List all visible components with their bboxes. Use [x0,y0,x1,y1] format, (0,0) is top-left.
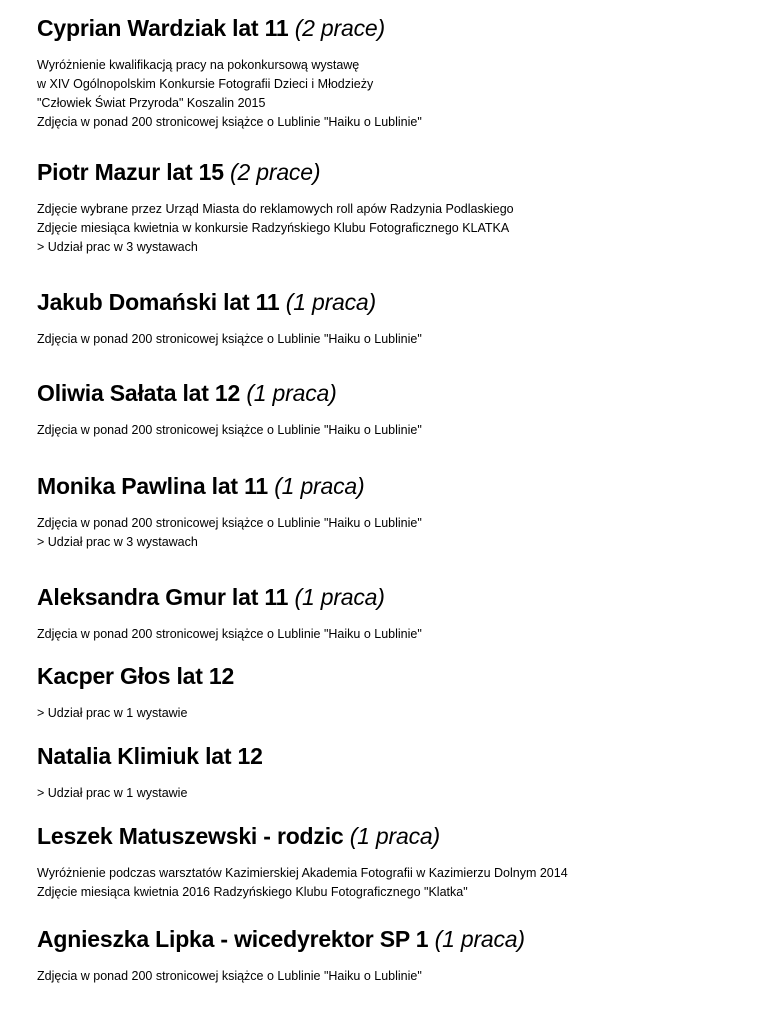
entry-notes [37,864,748,902]
entry-notes [37,200,748,257]
entry-title [37,379,748,407]
entry-title [37,14,748,42]
entry-title [37,742,748,770]
entry-note: Zdjęcia w ponad 200 stronicowej książce o Lublinie "Haiku o Lublinie" [37,627,422,641]
entry-name: Agnieszka Lipka - wicedyrektor SP 1 [37,926,429,952]
entry-notes [37,704,748,723]
entry-aleksandra-gmur [37,583,748,644]
entry-note: Zdjęcia w ponad 200 stronicowej książce o Lublinie "Haiku o Lublinie" [37,516,422,530]
entry-name: Kacper Głos lat 12 [37,663,235,689]
entry-note: w XIV Ogólnopolskim Konkursie Fotografii Dzieci i Młodzieży [37,77,374,91]
entry-note: > Udział prac w 1 wystawie [37,706,188,720]
entry-title [37,158,748,186]
entry-note: Zdjęcie miesiąca kwietnia w konkursie Radzyńskiego Klubu Fotograficznego KLATKA [37,221,510,235]
entry-jakub-domanski [37,288,748,349]
entry-note: Zdjęcie wybrane przez Urząd Miasta do reklamowych roll apów Radzynia Podlaskiego [37,202,514,216]
entry-piotr-mazur [37,158,748,257]
entry-monika-pawlina [37,472,748,552]
entry-note: > Udział prac w 1 wystawie [37,786,188,800]
entry-note: > Udział prac w 3 wystawach [37,535,198,549]
entry-title [37,822,748,850]
entry-note: Zdjęcia w ponad 200 stronicowej książce o Lublinie "Haiku o Lublinie" [37,332,422,346]
entry-notes [37,967,748,986]
entry-name: Oliwia Sałata lat 12 [37,380,241,406]
entry-cyprian-wardziak [37,14,748,132]
entry-title [37,925,748,953]
entry-note: Zdjęcie miesiąca kwietnia 2016 Radzyńskiego Klubu Fotograficznego "Klatka" [37,885,468,899]
entry-title [37,472,748,500]
entry-notes [37,330,748,349]
entry-count: (1 praca) [294,584,385,610]
entry-natalia-klimiuk [37,742,748,803]
entry-name: Aleksandra Gmur lat 11 [37,584,289,610]
entry-note: Zdjęcia w ponad 200 stronicowej książce o Lublinie "Haiku o Lublinie" [37,115,422,129]
entry-count: (1 praca) [285,289,376,315]
entry-note: Wyróżnienie podczas warsztatów Kazimierskiej Akademia Fotografii w Kazimierzu Dolnym 2014 [37,866,568,880]
entry-count: (1 praca) [246,380,337,406]
entry-notes [37,421,748,440]
entry-kacper-glos [37,662,748,723]
entry-note: "Człowiek Świat Przyroda" Koszalin 2015 [37,96,266,110]
entry-notes [37,56,748,132]
entry-note: Zdjęcia w ponad 200 stronicowej książce o Lublinie "Haiku o Lublinie" [37,423,422,437]
entry-note: Zdjęcia w ponad 200 stronicowej książce o Lublinie "Haiku o Lublinie" [37,969,422,983]
entry-name: Piotr Mazur lat 15 [37,159,224,185]
entry-title [37,583,748,611]
entry-count: (1 praca) [274,473,365,499]
entry-name: Cyprian Wardziak lat 11 [37,15,289,41]
entry-oliwia-salata [37,379,748,440]
entry-note: Wyróżnienie kwalifikacją pracy na pokonkursową wystawę [37,58,360,72]
entry-name: Natalia Klimiuk lat 12 [37,743,263,769]
entry-name: Leszek Matuszewski - rodzic [37,823,344,849]
entry-title [37,288,748,316]
entry-count: (1 praca) [434,926,525,952]
entry-notes [37,784,748,803]
entry-note: > Udział prac w 3 wystawach [37,240,198,254]
entry-agnieszka-lipka [37,925,748,986]
entry-count: (2 prace) [230,159,321,185]
entry-notes [37,625,748,644]
entry-name: Monika Pawlina lat 11 [37,473,268,499]
entry-count: (2 prace) [294,15,385,41]
entry-name: Jakub Domański lat 11 [37,289,280,315]
entry-title [37,662,748,690]
entry-count: (1 praca) [349,823,440,849]
entry-leszek-matuszewski [37,822,748,902]
entry-notes [37,514,748,552]
